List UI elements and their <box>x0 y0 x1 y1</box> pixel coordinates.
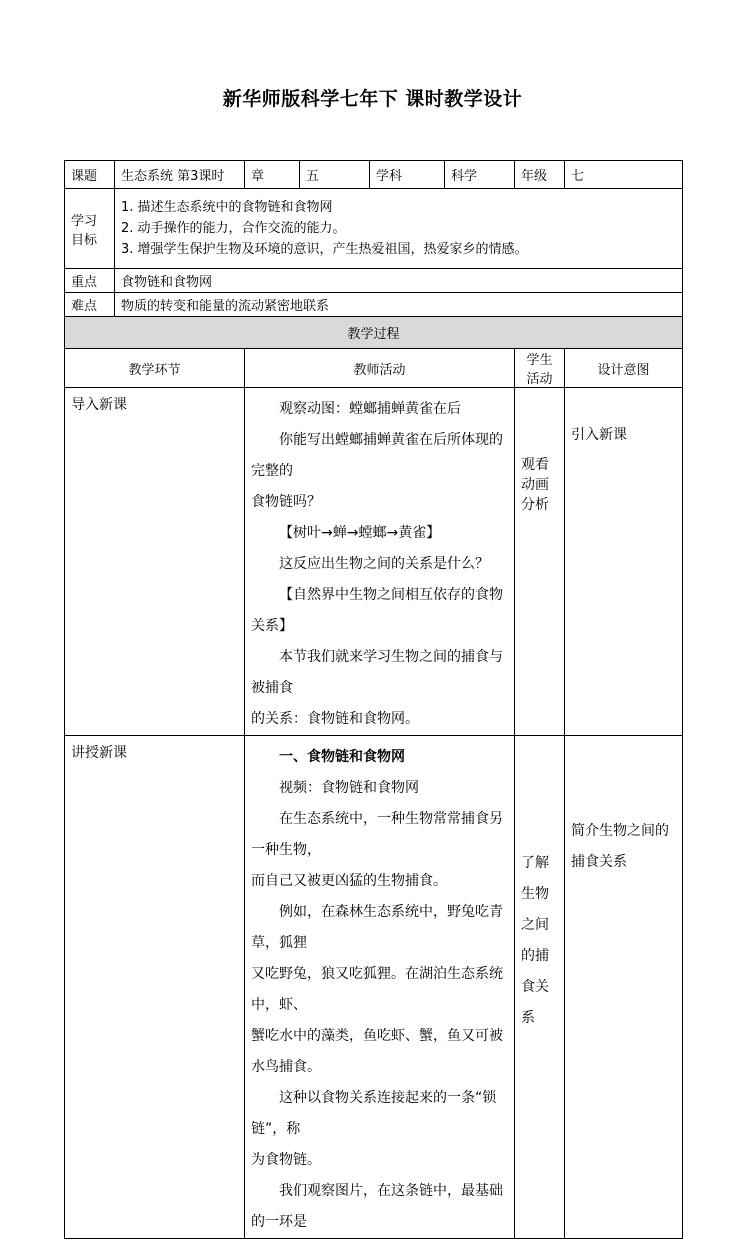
teacher-line: 你能写出螳螂捕蝉黄雀在后所体现的完整的 <box>251 432 503 479</box>
grade-value: 七 <box>565 161 683 189</box>
lesson-plan-table <box>64 160 683 1239</box>
column-intent: 设计意图 <box>565 349 683 388</box>
key-point-label: 重点 <box>65 269 115 293</box>
teacher-line: 食物链吗？ <box>251 494 321 510</box>
column-student: 学生活动 <box>515 349 565 388</box>
teacher-line: 的关系：食物链和食物网。 <box>251 711 419 727</box>
teacher-line: 本节我们就来学习生物之间的捕食与被捕食 <box>251 649 503 696</box>
process-header-row <box>65 317 683 349</box>
column-stage: 教学环节 <box>65 349 245 388</box>
grade-label: 年级 <box>515 161 565 189</box>
info-row <box>65 161 683 189</box>
teacher-line: 蟹吃水中的藻类，鱼吃虾、蟹，鱼又可被水鸟捕食。 <box>251 1028 503 1075</box>
column-teacher: 教师活动 <box>245 349 515 388</box>
teacher-line: 这反应出生物之间的关系是什么？ <box>279 556 489 572</box>
subject-label: 学科 <box>370 161 445 189</box>
student-activity: 了解生物之间 的捕食关系 <box>515 736 565 1239</box>
goals-row <box>65 189 683 269</box>
teacher-line: 一、食物链和食物网 <box>279 749 405 765</box>
topic-value: 生态系统 第3课时 <box>115 161 245 189</box>
design-intent: 简介生物之间的 捕食关系 <box>565 736 683 1239</box>
teacher-line: 为食物链。 <box>251 1152 321 1168</box>
chapter-value: 五 <box>300 161 370 189</box>
key-point-value: 食物链和食物网 <box>115 269 683 293</box>
goal-item: 2. 动手操作的能力，合作交流的能力。 <box>121 221 346 236</box>
teacher-line: 而自己又被更凶猛的生物捕食。 <box>251 873 447 889</box>
goal-item: 3. 增强学生保护生物及环境的意识，产生热爱祖国，热爱家乡的情感。 <box>121 242 528 257</box>
chapter-label: 章 <box>245 161 300 189</box>
teacher-line: 【树叶→蝉→螳螂→黄雀】 <box>279 525 441 541</box>
table-row <box>65 388 683 736</box>
subject-value: 科学 <box>445 161 515 189</box>
teacher-activity <box>245 388 515 736</box>
teacher-activity <box>245 736 515 1239</box>
difficulty-label: 难点 <box>65 293 115 317</box>
page-title: 新华师版科学七年下 课时教学设计 <box>222 88 523 110</box>
column-header-row <box>65 349 683 388</box>
teacher-line: 这种以食物关系连接起来的一条“锁链”，称 <box>251 1090 497 1137</box>
goals-label: 学习 目标 <box>65 189 115 269</box>
design-intent: 引入新课 <box>565 388 683 736</box>
teacher-line: 【自然界中生物之间相互依存的食物关系】 <box>251 587 503 634</box>
stage-cell: 讲授新课 <box>65 736 245 1239</box>
teacher-line: 在生态系统中，一种生物常常捕食另一种生物， <box>251 811 503 858</box>
teacher-line: 视频：食物链和食物网 <box>279 780 419 796</box>
topic-label: 课题 <box>65 161 115 189</box>
teacher-line: 又吃野兔，狼又吃狐狸。在湖泊生态系统中，虾、 <box>251 966 503 1013</box>
goal-item: 1. 描述生态系统中的食物链和食物网 <box>121 200 333 215</box>
table-row <box>65 736 683 1239</box>
stage-cell: 导入新课 <box>65 388 245 736</box>
difficulty-row <box>65 293 683 317</box>
teacher-line: 我们观察图片，在这条链中，最基础的一环是 <box>251 1183 503 1230</box>
key-point-row <box>65 269 683 293</box>
student-activity: 观看动画分析 <box>515 388 565 736</box>
goals-list <box>115 189 683 269</box>
teacher-line: 例如，在森林生态系统中，野兔吃青草，狐狸 <box>251 904 503 951</box>
process-header: 教学过程 <box>65 317 683 349</box>
teacher-line: 观察动图：螳螂捕蝉黄雀在后 <box>279 401 461 417</box>
difficulty-value: 物质的转变和能量的流动紧密地联系 <box>115 293 683 317</box>
